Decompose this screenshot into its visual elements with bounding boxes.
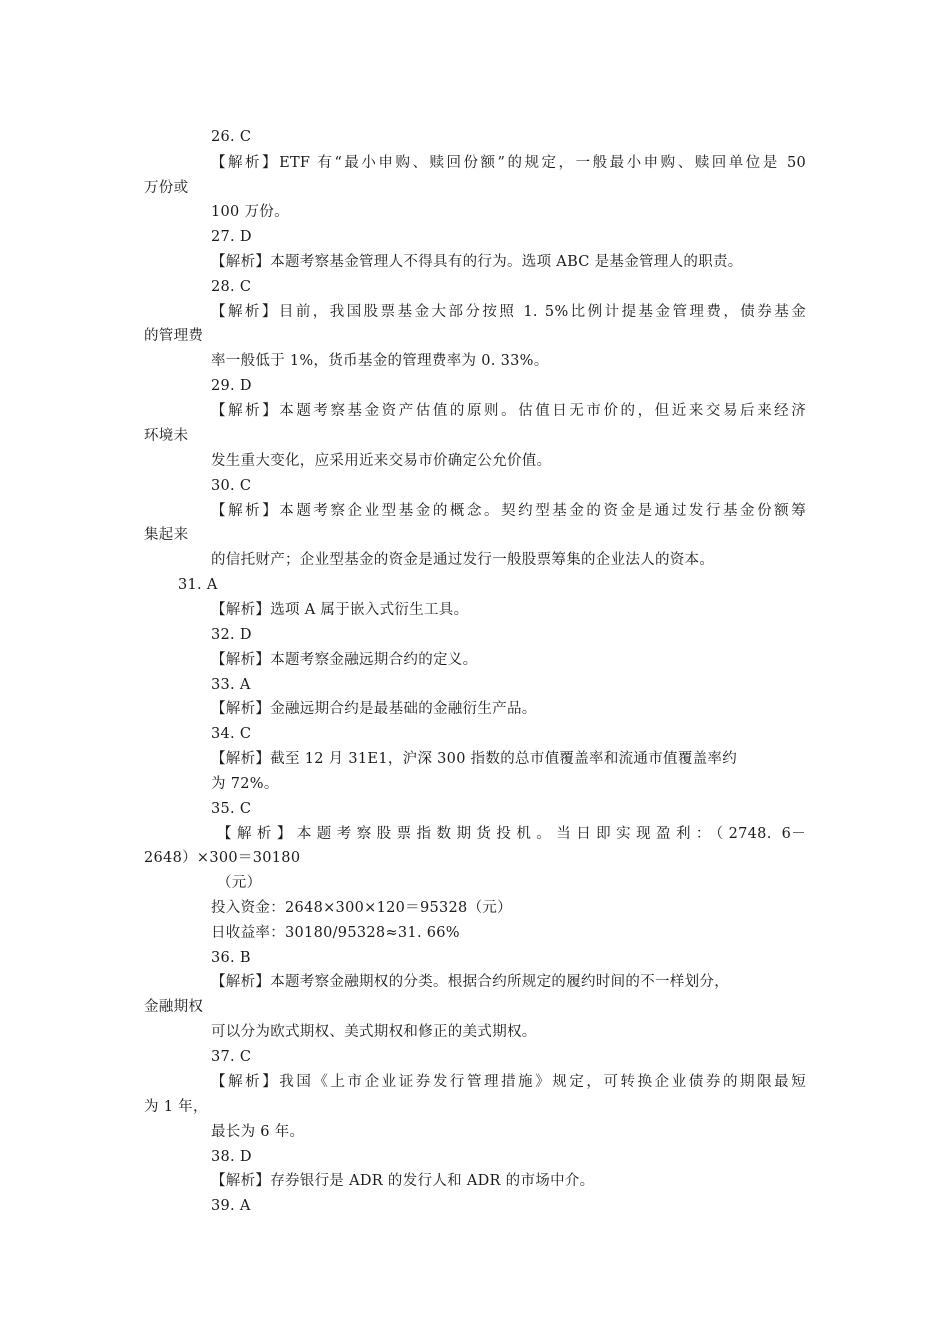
explanation-35-line1: 【解析】本题考察股票指数期货投机。当日即实现盈利：（2748. 6－ <box>217 826 806 842</box>
explanation-35-investment: 投入资金：2648×300×120＝95328（元） <box>211 900 512 916</box>
explanation-28-line1: 【解析】目前，我国股票基金大部分按照 1. 5%比例计提基金管理费，债券基金 <box>211 304 806 320</box>
explanation-34-line1: 【解析】截至 12 月 31E1，沪深 300 指数的总市值覆盖率和流通市值覆盖率约 <box>211 751 738 767</box>
answer-27: 27. D <box>211 229 252 245</box>
explanation-29-line3: 发生重大变化，应采用近来交易市价确定公允价值。 <box>211 453 552 469</box>
explanation-27: 【解析】本题考察基金管理人不得具有的行为。选项 ABC 是基金管理人的职责。 <box>211 254 743 270</box>
explanation-37-line1: 【解析】我国《上市企业证券发行管理措施》规定，可转换企业债券的期限最短 <box>211 1074 806 1090</box>
answer-33: 33. A <box>211 677 251 693</box>
explanation-33: 【解析】金融远期合约是最基础的金融衍生产品。 <box>211 701 537 717</box>
answer-37: 37. C <box>211 1049 252 1065</box>
answer-35: 35. C <box>211 801 252 817</box>
explanation-34-line2: 为 72%。 <box>211 776 279 792</box>
explanation-31: 【解析】选项 A 属于嵌入式衍生工具。 <box>211 602 469 618</box>
explanation-30-line1: 【解析】本题考察企业型基金的概念。契约型基金的资金是通过发行基金份额筹 <box>211 503 806 519</box>
answer-39: 39. A <box>211 1198 251 1214</box>
explanation-32: 【解析】本题考察金融远期合约的定义。 <box>211 652 478 668</box>
answer-28: 28. C <box>211 279 252 295</box>
explanation-29-line1: 【解析】本题考察基金资产估值的原则。估值日无市价的，但近来交易后来经济 <box>211 403 806 419</box>
answer-38: 38. D <box>211 1149 252 1165</box>
answer-32: 32. D <box>211 627 252 643</box>
answer-36: 36. B <box>211 950 251 966</box>
explanation-35-daily-return: 日收益率：30180/95328≈31. 66% <box>211 925 460 941</box>
answer-30: 30. C <box>211 478 252 494</box>
explanation-28-line3: 率一般低于 1%，货币基金的管理费率为 0. 33%。 <box>211 353 549 369</box>
explanation-26-line3: 100 万份。 <box>211 204 289 220</box>
explanation-35-line2: 2648）×300＝30180 <box>144 850 301 866</box>
explanation-29-line2: 环境未 <box>144 428 189 444</box>
explanation-36-line3: 可以分为欧式期权、美式期权和修正的美式期权。 <box>211 1024 537 1040</box>
explanation-37-line2: 为 1 年， <box>144 1099 208 1115</box>
explanation-26-line1: 【解析】ETF 有“最小申购、赎回份额”的规定，一般最小申购、赎回单位是 50 <box>211 155 806 171</box>
explanation-30-line3: 的信托财产；企业型基金的资金是通过发行一般股票筹集的企业法人的资本。 <box>211 552 715 568</box>
explanation-36-line2: 金融期权 <box>144 999 204 1015</box>
explanation-37-line3: 最长为 6 年。 <box>211 1124 305 1140</box>
explanation-35-line3: （元） <box>217 875 262 891</box>
explanation-38: 【解析】存券银行是 ADR 的发行人和 ADR 的市场中介。 <box>211 1173 595 1189</box>
answer-34: 34. C <box>211 726 252 742</box>
explanation-30-line2: 集起来 <box>144 527 189 543</box>
answer-26: 26. C <box>211 129 252 145</box>
answer-31: 31. A <box>178 577 218 593</box>
answer-29: 29. D <box>211 378 252 394</box>
explanation-26-line2: 万份或 <box>144 180 189 196</box>
explanation-36-line1: 【解析】本题考察金融期权的分类。根据合约所规定的履约时间的不一样划分， <box>211 974 729 990</box>
explanation-28-line2: 的管理费 <box>144 328 204 344</box>
